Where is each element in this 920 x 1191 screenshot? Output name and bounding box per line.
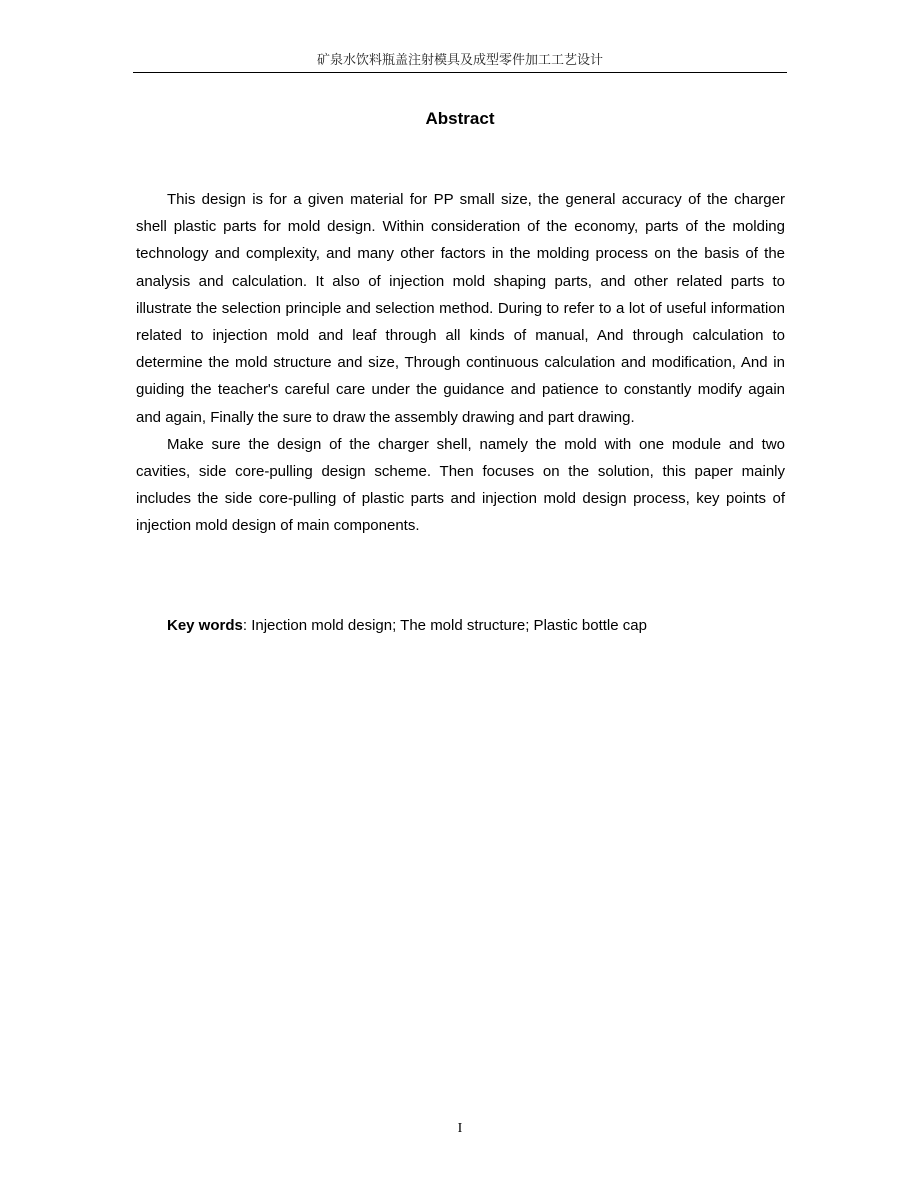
abstract-paragraph-1: This design is for a given material for PP small size, the general accuracy of the charger shell plastic parts for mold design. Within consideration of the economy, parts of the molding technology and complexity, and many other factors in the molding process on the basis of the analysis and calculation. It also of injection mold shaping parts, and other related parts to illustrate the selection principle and selection method. During to refer to a lot of useful information related to injection mold and leaf through all kinds of manual, And through calculation to determine the mold structure and size, Through continuous calculation and modification, And in guiding the teacher's careful care under the guidance and patience to constantly modify again and again, Finally the sure to draw the assembly drawing and part drawing. xyxy=(136,191,785,426)
header-rule xyxy=(133,72,787,73)
running-header: 矿泉水饮料瓶盖注射模具及成型零件加工工艺设计 xyxy=(316,53,603,68)
abstract-paragraph-2: Make sure the design of the charger shell, namely the mold with one module and two cavities, side core-pulling design scheme. Then focuses on the solution, this paper mainly includes the side core-pulling of plastic parts and injection mold design process, key points of injection mold design of main components. xyxy=(136,435,785,535)
abstract-title: Abstract xyxy=(425,109,495,128)
abstract-body xyxy=(136,186,785,540)
keywords-label: Key words xyxy=(167,617,243,634)
keywords-line xyxy=(136,612,785,639)
keywords-text: : Injection mold design; The mold structure; Plastic bottle cap xyxy=(242,617,647,634)
page-number: I xyxy=(457,1121,463,1136)
